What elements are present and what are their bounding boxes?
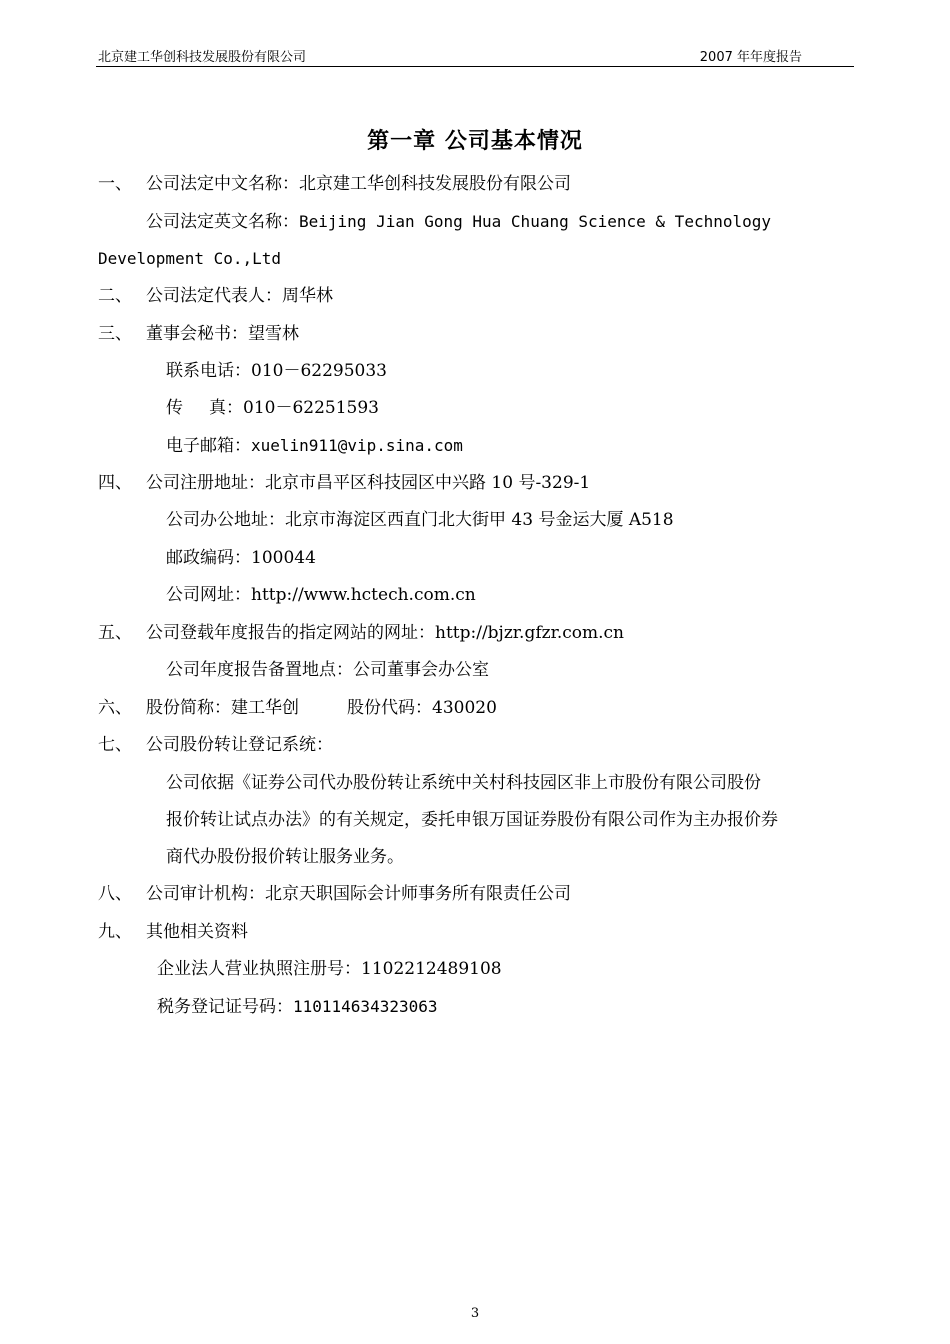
- english-name-line: [146, 210, 771, 234]
- phone-label: 联系电话：: [166, 361, 251, 381]
- auditor-line: [146, 882, 571, 906]
- section-number-3: 三、: [98, 324, 132, 344]
- registered-address-label: 公司注册地址：: [146, 473, 265, 493]
- header-company-name: 北京建工华创科技发展股份有限公司: [98, 50, 307, 65]
- other-info-label: 其他相关资料: [146, 922, 248, 942]
- stock-code-label: 股份代码：: [347, 698, 432, 718]
- registered-address-value: 北京市昌平区科技园区中兴路 10 号-329-1: [265, 473, 591, 493]
- transfer-paragraph-line-3: 商代办股份报价转让服务业务。: [166, 847, 404, 867]
- tax-registration-value: 110114634323063: [293, 997, 438, 1016]
- postal-code-line: [166, 546, 316, 570]
- report-location-value: 公司董事会办公室: [353, 660, 489, 680]
- chapter-title: 第一章 公司基本情况: [367, 128, 583, 154]
- website-value: http://www.hctech.com.cn: [251, 585, 476, 605]
- auditor-value: 北京天职国际会计师事务所有限责任公司: [265, 884, 571, 904]
- office-address-line: [166, 508, 674, 532]
- postal-code-label: 邮政编码：: [166, 548, 251, 568]
- section-number-7: 七、: [98, 735, 132, 755]
- section-number-9: 九、: [98, 922, 132, 942]
- report-website-line: [146, 621, 624, 645]
- transfer-system-label: 公司股份转让登记系统：: [146, 735, 333, 755]
- english-name-label: 公司法定英文名称：: [146, 212, 299, 232]
- office-address-label: 公司办公地址：: [166, 510, 285, 530]
- stock-abbr-label: 股份简称：: [146, 698, 231, 718]
- email-value: xuelin911@vip.sina.com: [251, 436, 463, 455]
- section-number-4: 四、: [98, 473, 132, 493]
- legal-representative-value: 周华林: [282, 286, 333, 306]
- section-number-5: 五、: [98, 623, 132, 643]
- chinese-name-value: 北京建工华创科技发展股份有限公司: [299, 174, 571, 194]
- tax-registration-line: [157, 995, 438, 1019]
- tax-registration-label: 税务登记证号码：: [157, 997, 293, 1017]
- phone-line: [166, 359, 387, 383]
- section-number-2: 二、: [98, 286, 132, 306]
- header-report-title: 2007 年年度报告: [699, 50, 802, 65]
- report-website-label: 公司登载年度报告的指定网站的网址：: [146, 623, 435, 643]
- header-rule: [96, 66, 854, 67]
- section-number-6: 六、: [98, 698, 132, 718]
- office-address-value: 北京市海淀区西直门北大街甲 43 号金运大厦 A518: [285, 510, 674, 530]
- transfer-paragraph-line-2: 报价转让试点办法》的有关规定，委托申银万国证券股份有限公司作为主办报价券: [166, 810, 778, 830]
- business-license-label: 企业法人营业执照注册号：: [157, 959, 361, 979]
- chinese-name-line: [146, 172, 571, 196]
- report-website-value: http://bjzr.gfzr.com.cn: [435, 623, 624, 643]
- board-secretary-line: [146, 322, 299, 346]
- english-name-value: Beijing Jian Gong Hua Chuang Science & Technology: [299, 212, 772, 231]
- transfer-paragraph-line-1: 公司依据《证券公司代办股份转让系统中关村科技园区非上市股份有限公司股份: [166, 773, 761, 793]
- fax-line: [166, 396, 379, 420]
- board-secretary-label: 董事会秘书：: [146, 324, 248, 344]
- report-location-label: 公司年度报告备置地点：: [166, 660, 353, 680]
- email-label: 电子邮箱：: [166, 436, 251, 456]
- fax-label-b: 真：: [209, 398, 243, 418]
- fax-value: 010－62251593: [243, 398, 379, 418]
- stock-info-line: [146, 696, 497, 720]
- legal-representative-line: [146, 284, 333, 308]
- legal-representative-label: 公司法定代表人：: [146, 286, 282, 306]
- registered-address-line: [146, 471, 590, 495]
- fax-label-a: 传: [166, 398, 183, 418]
- auditor-label: 公司审计机构：: [146, 884, 265, 904]
- board-secretary-value: 望雪林: [248, 324, 299, 344]
- page-number: 3: [470, 1306, 480, 1321]
- stock-code-value: 430020: [432, 698, 497, 718]
- phone-value: 010－62295033: [251, 361, 387, 381]
- report-location-line: [166, 658, 489, 682]
- website-line: [166, 583, 476, 607]
- english-name-continuation: Development Co.,Ltd: [98, 249, 282, 268]
- postal-code-value: 100044: [251, 548, 316, 568]
- section-number-1: 一、: [98, 174, 132, 194]
- website-label: 公司网址：: [166, 585, 251, 605]
- stock-abbr-value: 建工华创: [231, 698, 299, 718]
- email-line: [166, 434, 463, 458]
- chinese-name-label: 公司法定中文名称：: [146, 174, 299, 194]
- business-license-value: 1102212489108: [361, 959, 502, 979]
- section-number-8: 八、: [98, 884, 132, 904]
- business-license-line: [157, 957, 502, 981]
